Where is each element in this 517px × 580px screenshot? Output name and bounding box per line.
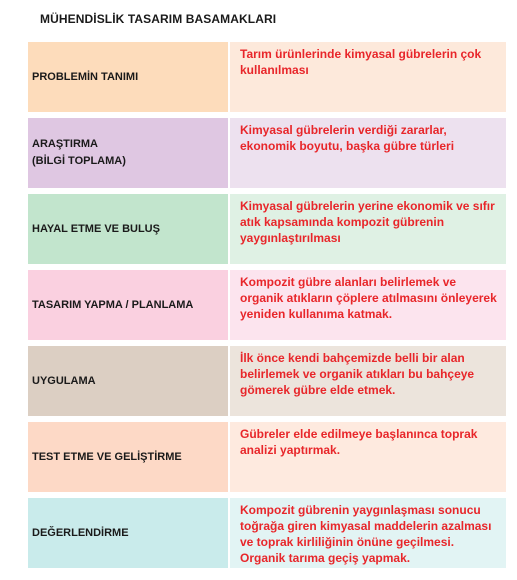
step-description: Tarım ürünlerinde kimyasal gübrelerin çok kullanılması [240, 47, 482, 77]
step-cell [28, 346, 228, 416]
step-description-cell [230, 498, 506, 568]
step-cell [28, 42, 228, 112]
step-description-cell [230, 346, 506, 416]
step-row-research [28, 118, 506, 188]
step-cell [28, 194, 228, 264]
step-row-evaluation [28, 498, 506, 568]
step-description: Kompozit gübrenin yaygınlaşması sonucu toğrağa giren kimyasal maddelerin azalması ve toprak kirliliğinin önüne geçilmesi. Organik tarıma geçiş yapmak. [240, 503, 492, 565]
step-description-cell [230, 42, 506, 112]
step-row-design [28, 270, 506, 340]
step-description: Kimyasal gübrelerin yerine ekonomik ve sıfır atık kapsamında kompozit gübrenin yaygınlaştırılması [240, 199, 495, 245]
step-description-cell [230, 118, 506, 188]
step-cell [28, 118, 228, 188]
step-description: Kompozit gübre alanları belirlemek ve organik atıkların çöplere atılmasını önleyerek yeniden kullanıma katmak. [240, 275, 497, 321]
step-label: HAYAL ETME VE BULUŞ [32, 222, 160, 235]
step-row-testing [28, 422, 506, 492]
step-label: UYGULAMA [32, 374, 96, 387]
step-cell [28, 422, 228, 492]
step-label: DEĞERLENDİRME [32, 526, 129, 539]
step-description: Kimyasal gübrelerin verdiği zararlar, ekonomik boyutu, başka gübre türleri [240, 123, 455, 153]
step-description: Gübreler elde edilmeye başlanınca toprak analizi yaptırmak. [240, 427, 478, 457]
step-label: TEST ETME VE GELİŞTİRME [32, 450, 182, 463]
step-row-imagination [28, 194, 506, 264]
step-row-problem [28, 42, 506, 112]
step-description-cell [230, 422, 506, 492]
step-description: İlk önce kendi bahçemizde belli bir alan belirlemek ve organik atıkları bu bahçeye gömerek gübre elde etmek. [240, 351, 475, 397]
step-cell [28, 498, 228, 568]
step-label: ARAŞTIRMA (BİLGİ TOPLAMA) [32, 138, 126, 167]
step-label: TASARIM YAPMA / PLANLAMA [32, 298, 194, 311]
page-title: MÜHENDİSLİK TASARIM BASAMAKLARI [40, 12, 277, 26]
step-row-application [28, 346, 506, 416]
step-cell [28, 270, 228, 340]
step-description-cell [230, 194, 506, 264]
step-description-cell [230, 270, 506, 340]
step-label: PROBLEMİN TANIMI [32, 70, 139, 83]
